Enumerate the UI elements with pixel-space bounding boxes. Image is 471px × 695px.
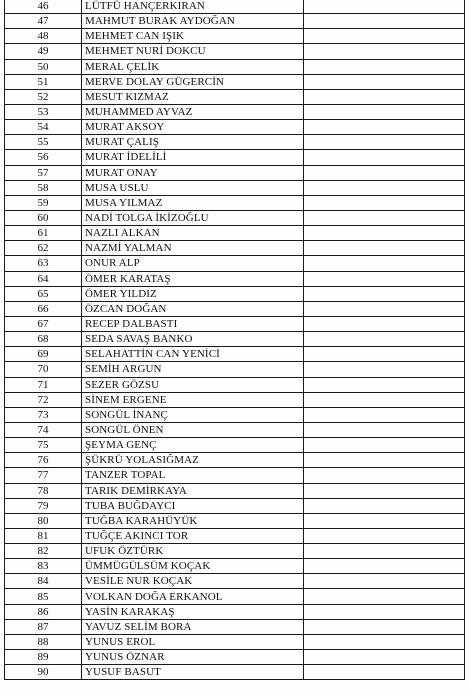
full-name-cell: YUNUS EROL — [82, 634, 304, 649]
empty-cell — [304, 559, 465, 574]
full-name-cell: ÜMMÜGÜLSÜM KOÇAK — [82, 559, 304, 574]
table-row — [5, 14, 465, 29]
table-row — [5, 604, 465, 619]
full-name-cell: YASİN KARAKAŞ — [82, 604, 304, 619]
row-number-cell: 73 — [5, 407, 82, 422]
full-name-cell: MUHAMMED AYVAZ — [82, 104, 304, 119]
row-number-cell: 61 — [5, 226, 82, 241]
full-name-cell: MURAT ONAY — [82, 165, 304, 180]
full-name-cell: YUSUF BASUT — [82, 665, 304, 680]
full-name-cell: TUĞÇE AKINCI TOR — [82, 528, 304, 543]
empty-cell — [304, 256, 465, 271]
empty-cell — [304, 165, 465, 180]
row-number-cell: 56 — [5, 150, 82, 165]
empty-cell — [304, 619, 465, 634]
row-number-cell: 83 — [5, 559, 82, 574]
empty-cell — [304, 347, 465, 362]
row-number-cell: 88 — [5, 634, 82, 649]
empty-cell — [304, 301, 465, 316]
row-number-cell: 46 — [5, 0, 82, 14]
table-row — [5, 89, 465, 104]
empty-cell — [304, 180, 465, 195]
full-name-cell: ÖZCAN DOĞAN — [82, 301, 304, 316]
empty-cell — [304, 634, 465, 649]
empty-cell — [304, 14, 465, 29]
table-row — [5, 150, 465, 165]
table-row — [5, 559, 465, 574]
empty-cell — [304, 574, 465, 589]
full-name-cell: LÜTFÜ HANÇERKIRAN — [82, 0, 304, 14]
full-name-cell: UFUK ÖZTÜRK — [82, 544, 304, 559]
empty-cell — [304, 210, 465, 225]
row-number-cell: 78 — [5, 483, 82, 498]
table-row — [5, 544, 465, 559]
full-name-cell: TANZER TOPAL — [82, 468, 304, 483]
row-number-cell: 64 — [5, 271, 82, 286]
table-row — [5, 377, 465, 392]
empty-cell — [304, 150, 465, 165]
full-name-cell: ONUR ALP — [82, 256, 304, 271]
empty-cell — [304, 104, 465, 119]
table-row — [5, 120, 465, 135]
empty-cell — [304, 650, 465, 665]
empty-cell — [304, 59, 465, 74]
empty-cell — [304, 316, 465, 331]
full-name-cell: NADİ TOLGA İKİZOĞLU — [82, 210, 304, 225]
empty-cell — [304, 483, 465, 498]
empty-cell — [304, 135, 465, 150]
row-number-cell: 75 — [5, 438, 82, 453]
full-name-cell: MEHMET NURİ DOKCU — [82, 44, 304, 59]
full-name-cell: VOLKAN DOĞA ERKANOL — [82, 589, 304, 604]
empty-cell — [304, 241, 465, 256]
row-number-cell: 53 — [5, 104, 82, 119]
full-name-cell: YAVUZ SELİM BORA — [82, 619, 304, 634]
row-number-cell: 50 — [5, 59, 82, 74]
full-name-cell: MERAL ÇELİK — [82, 59, 304, 74]
row-number-cell: 67 — [5, 316, 82, 331]
full-name-cell: SONGÜL İNANÇ — [82, 407, 304, 422]
empty-cell — [304, 226, 465, 241]
table-row — [5, 513, 465, 528]
table-row — [5, 332, 465, 347]
row-number-cell: 82 — [5, 544, 82, 559]
empty-cell — [304, 438, 465, 453]
row-number-cell: 86 — [5, 604, 82, 619]
full-name-cell: MEHMET CAN IŞIK — [82, 29, 304, 44]
table-row — [5, 210, 465, 225]
row-number-cell: 87 — [5, 619, 82, 634]
row-number-cell: 69 — [5, 347, 82, 362]
full-name-cell: SELAHATTİN CAN YENİCİ — [82, 347, 304, 362]
full-name-cell: RECEP DALBASTI — [82, 316, 304, 331]
table-row — [5, 180, 465, 195]
row-number-cell: 85 — [5, 589, 82, 604]
row-number-cell: 74 — [5, 422, 82, 437]
table-row — [5, 483, 465, 498]
empty-cell — [304, 120, 465, 135]
empty-cell — [304, 407, 465, 422]
table-row — [5, 271, 465, 286]
row-number-cell: 66 — [5, 301, 82, 316]
table-row — [5, 226, 465, 241]
empty-cell — [304, 29, 465, 44]
full-name-cell: MAHMUT BURAK AYDOĞAN — [82, 14, 304, 29]
row-number-cell: 71 — [5, 377, 82, 392]
row-number-cell: 72 — [5, 392, 82, 407]
table-row — [5, 241, 465, 256]
empty-cell — [304, 528, 465, 543]
row-number-cell: 90 — [5, 665, 82, 680]
empty-cell — [304, 271, 465, 286]
row-number-cell: 52 — [5, 89, 82, 104]
table-row — [5, 498, 465, 513]
full-name-cell: VESİLE NUR KOÇAK — [82, 574, 304, 589]
row-number-cell: 81 — [5, 528, 82, 543]
table-row — [5, 195, 465, 210]
row-number-cell: 84 — [5, 574, 82, 589]
empty-cell — [304, 544, 465, 559]
row-number-cell: 77 — [5, 468, 82, 483]
empty-cell — [304, 195, 465, 210]
full-name-cell: SEMİH ARGUN — [82, 362, 304, 377]
row-number-cell: 59 — [5, 195, 82, 210]
table-row — [5, 29, 465, 44]
empty-cell — [304, 74, 465, 89]
empty-cell — [304, 665, 465, 680]
full-name-cell: TUBA BUĞDAYCI — [82, 498, 304, 513]
empty-cell — [304, 44, 465, 59]
full-name-cell: TUĞBA KARAHÜYÜK — [82, 513, 304, 528]
table-row — [5, 104, 465, 119]
table-row — [5, 392, 465, 407]
name-list-table — [4, 0, 465, 680]
table-row — [5, 135, 465, 150]
full-name-cell: ŞÜKRÜ YOLASIĞMAZ — [82, 453, 304, 468]
empty-cell — [304, 589, 465, 604]
empty-cell — [304, 89, 465, 104]
full-name-cell: NAZLI ALKAN — [82, 226, 304, 241]
empty-cell — [304, 286, 465, 301]
table-row — [5, 74, 465, 89]
table-row — [5, 301, 465, 316]
row-number-cell: 80 — [5, 513, 82, 528]
row-number-cell: 54 — [5, 120, 82, 135]
table-row — [5, 286, 465, 301]
table-row — [5, 316, 465, 331]
empty-cell — [304, 468, 465, 483]
row-number-cell: 89 — [5, 650, 82, 665]
full-name-cell: MESUT KIZMAZ — [82, 89, 304, 104]
table-row — [5, 362, 465, 377]
table-row — [5, 634, 465, 649]
row-number-cell: 49 — [5, 44, 82, 59]
row-number-cell: 57 — [5, 165, 82, 180]
table-row — [5, 650, 465, 665]
full-name-cell: SEZER GÖZSU — [82, 377, 304, 392]
full-name-cell: SİNEM ERGENE — [82, 392, 304, 407]
empty-cell — [304, 392, 465, 407]
table-row — [5, 422, 465, 437]
table-row — [5, 407, 465, 422]
table-row — [5, 665, 465, 680]
empty-cell — [304, 332, 465, 347]
full-name-cell: NAZMİ YALMAN — [82, 241, 304, 256]
row-number-cell: 62 — [5, 241, 82, 256]
empty-cell — [304, 377, 465, 392]
table-row — [5, 347, 465, 362]
empty-cell — [304, 453, 465, 468]
table-row — [5, 59, 465, 74]
empty-cell — [304, 513, 465, 528]
row-number-cell: 60 — [5, 210, 82, 225]
row-number-cell: 79 — [5, 498, 82, 513]
table-row — [5, 468, 465, 483]
full-name-cell: ÖMER YILDIZ — [82, 286, 304, 301]
full-name-cell: MUSA YILMAZ — [82, 195, 304, 210]
empty-cell — [304, 604, 465, 619]
table-row — [5, 438, 465, 453]
table-row — [5, 256, 465, 271]
row-number-cell: 55 — [5, 135, 82, 150]
row-number-cell: 47 — [5, 14, 82, 29]
full-name-cell: MURAT AKSOY — [82, 120, 304, 135]
row-number-cell: 58 — [5, 180, 82, 195]
row-number-cell: 48 — [5, 29, 82, 44]
table-row — [5, 574, 465, 589]
empty-cell — [304, 498, 465, 513]
full-name-cell: SEDA SAVAŞ BANKO — [82, 332, 304, 347]
table-row — [5, 165, 465, 180]
full-name-cell: TARIK DEMİRKAYA — [82, 483, 304, 498]
row-number-cell: 65 — [5, 286, 82, 301]
row-number-cell: 51 — [5, 74, 82, 89]
table-body — [5, 0, 465, 680]
full-name-cell: ŞEYMA GENÇ — [82, 438, 304, 453]
empty-cell — [304, 422, 465, 437]
table-row — [5, 619, 465, 634]
full-name-cell: ÖMER KARATAŞ — [82, 271, 304, 286]
row-number-cell: 76 — [5, 453, 82, 468]
empty-cell — [304, 362, 465, 377]
empty-cell — [304, 0, 465, 14]
full-name-cell: MURAT ÇALIŞ — [82, 135, 304, 150]
full-name-cell: SONGÜL ÖNEN — [82, 422, 304, 437]
row-number-cell: 63 — [5, 256, 82, 271]
full-name-cell: MERVE DOLAY GÜGERCİN — [82, 74, 304, 89]
row-number-cell: 70 — [5, 362, 82, 377]
table-row — [5, 44, 465, 59]
row-number-cell: 68 — [5, 332, 82, 347]
table-row — [5, 453, 465, 468]
full-name-cell: YUNUS ÖZNAR — [82, 650, 304, 665]
table-row — [5, 528, 465, 543]
table-row — [5, 589, 465, 604]
full-name-cell: MUSA USLU — [82, 180, 304, 195]
full-name-cell: MURAT İDELİLİ — [82, 150, 304, 165]
table-row — [5, 0, 465, 14]
